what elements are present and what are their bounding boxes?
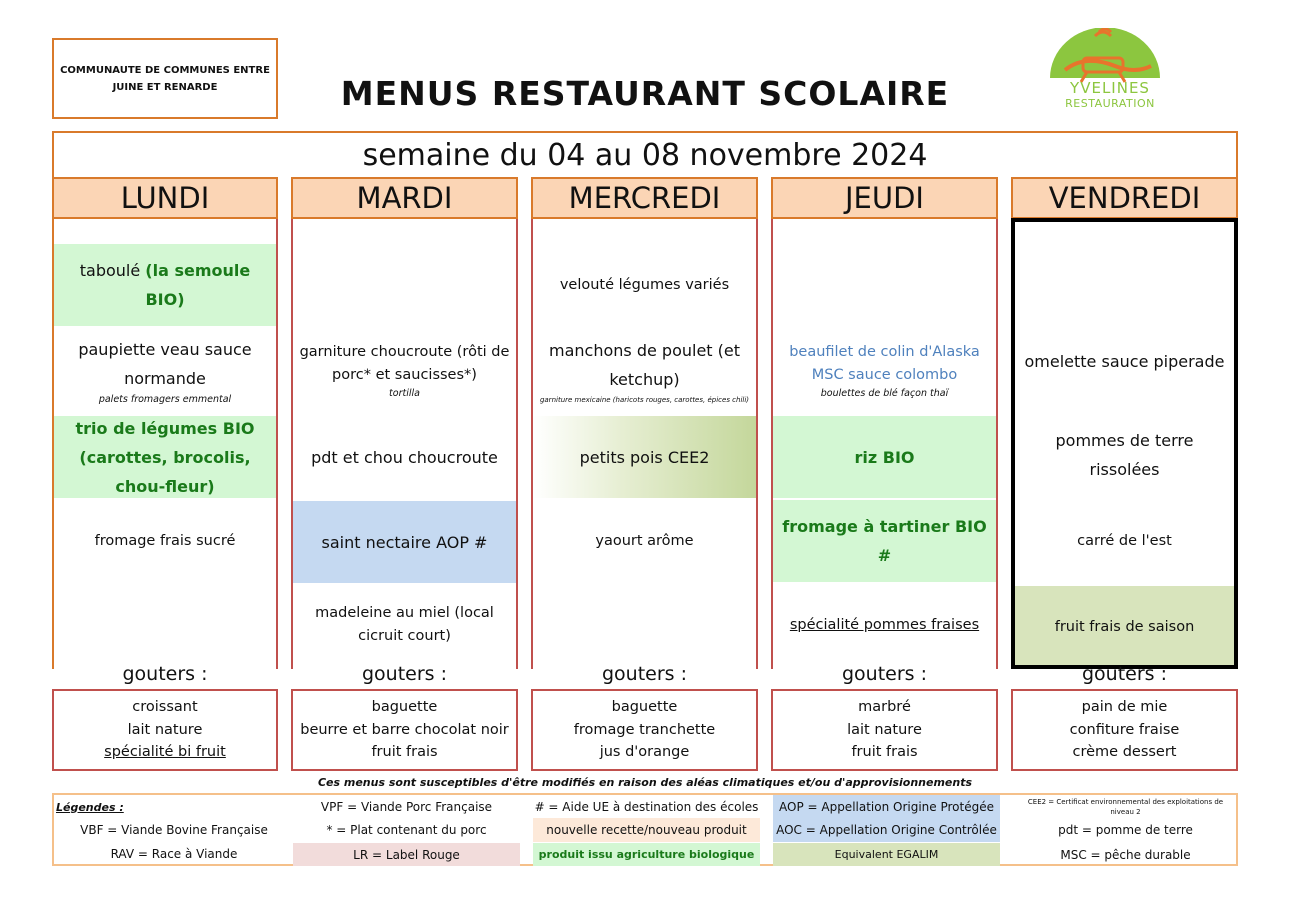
disclaimer: Ces menus sont susceptibles d'être modifiés en raison des aléas climatiques et/ou d'approvisionnements: [317, 775, 973, 789]
gouter-item: beurre et barre chocolat noir: [300, 721, 509, 738]
vendredi-main: omelette sauce piperade: [1024, 351, 1225, 371]
gouter-item: crème dessert: [1072, 744, 1177, 761]
mardi-main-dish: garniture choucroute (rôti de porc* et saucisses*): [299, 344, 510, 383]
day-header-mercredi: MERCREDI: [531, 177, 758, 219]
week-label: semaine du 04 au 08 novembre 2024: [362, 137, 928, 173]
legend-lr: LR = Label Rouge: [293, 843, 520, 866]
jeudi-main-dish: beaufilet de colin d'Alaska MSC sauce colombo: [789, 344, 980, 383]
jeudi-main: [773, 326, 996, 416]
gouter-item: jus d'orange: [599, 744, 690, 761]
week-heading: [52, 131, 1238, 177]
gouters-mardi: [291, 689, 518, 771]
day-header-vendredi: VENDREDI: [1011, 177, 1238, 219]
lundi-starter: [54, 244, 276, 326]
logo-text: [1040, 80, 1180, 114]
gouter-item: fromage tranchette: [573, 721, 716, 738]
day-column-lundi: [52, 219, 278, 669]
legend-aop: AOP = Appellation Origine Protégée: [773, 795, 1000, 818]
vendredi-dessert: fruit frais de saison: [1013, 586, 1236, 669]
gouter-item: baguette: [371, 699, 438, 716]
gouter-item: lait nature: [847, 721, 922, 738]
day-header-lundi: LUNDI: [52, 177, 278, 219]
mercredi-main-note: garniture mexicaine (haricots rouges, carottes, épices chili): [539, 396, 750, 404]
vendredi-side: pommes de terre rissolées: [1055, 431, 1194, 479]
organization-name: COMMUNAUTE DE COMMUNES ENTRE JUINE ET RENARDE: [60, 64, 270, 93]
legend-porc: * = Plat contenant du porc: [326, 823, 487, 837]
jeudi-side: riz BIO: [773, 416, 996, 498]
lundi-side: trio de légumes BIO (carottes, brocolis, chou-fleur): [54, 416, 276, 498]
gouter-item: croissant: [132, 699, 198, 716]
gouter-item: baguette: [611, 699, 678, 716]
gouters-label-mercredi: gouters :: [601, 663, 688, 685]
gouters-label-mardi: gouters :: [361, 663, 448, 685]
logo-line2: RESTAURATION: [1065, 97, 1155, 110]
gouters-mercredi: [531, 689, 758, 771]
gouter-item: marbré: [858, 699, 911, 716]
legend-bio: produit issu agriculture biologique: [533, 843, 760, 866]
mercredi-starter: velouté légumes variés: [559, 276, 730, 293]
legend-rav: RAV = Race à Viande: [110, 847, 238, 861]
mardi-main-note: tortilla: [389, 388, 420, 399]
day-header-jeudi: JEUDI: [771, 177, 998, 219]
gouter-item: fruit frais: [371, 744, 438, 761]
lundi-starter-dish: taboulé: [79, 261, 141, 280]
legend-msc: MSC = pêche durable: [1060, 847, 1191, 862]
page-title: MENUS RESTAURANT SCOLAIRE: [340, 73, 950, 113]
gouter-item: lait nature: [127, 721, 203, 738]
day-column-mardi: [291, 219, 518, 669]
lundi-dairy: fromage frais sucré: [94, 532, 236, 549]
gouter-item: fruit frais: [851, 744, 918, 761]
legend-title: Légendes :: [56, 800, 124, 814]
mercredi-side: petits pois CEE2: [533, 416, 756, 498]
lundi-main-note: palets fromagers emmental: [98, 394, 232, 405]
legend-vbf: VBF = Viande Bovine Française: [80, 823, 268, 837]
gouters-label-jeudi: gouters :: [841, 663, 928, 685]
lundi-starter-text: [60, 256, 270, 314]
mercredi-dairy: yaourt arôme: [595, 532, 694, 549]
gouters-label-vendredi: gouters :: [1081, 663, 1168, 685]
jeudi-dairy: fromage à tartiner BIO #: [773, 500, 996, 582]
gouter-item: confiture fraise: [1069, 721, 1180, 738]
logo-line1: YVELINES: [1070, 79, 1150, 97]
legend: [52, 793, 1238, 866]
jeudi-dessert: [773, 583, 996, 667]
legend-egalim: Equivalent EGALIM: [773, 843, 1000, 866]
lundi-main: [54, 326, 276, 416]
lundi-main-dish: paupiette veau sauce normande: [78, 340, 252, 388]
legend-vpf: VPF = Viande Porc Française: [320, 799, 493, 814]
legend-aide: # = Aide UE à destination des écoles: [534, 799, 759, 814]
legend-aoc: AOC = Appellation Origine Contrôlée: [773, 818, 1000, 842]
gouters-vendredi: [1011, 689, 1238, 771]
gouter-item: pain de mie: [1081, 699, 1168, 716]
lundi-starter-bio: (la semoule BIO): [145, 261, 251, 309]
mardi-main: [293, 326, 516, 416]
mardi-dairy: saint nectaire AOP #: [293, 501, 516, 583]
gouters-label-lundi: gouters :: [122, 663, 208, 685]
mercredi-main-dish: manchons de poulet (et ketchup): [549, 341, 740, 389]
mardi-side: pdt et chou choucroute: [311, 447, 498, 467]
day-column-jeudi: [771, 219, 998, 669]
mardi-dessert: madeleine au miel (local cicruit court): [315, 605, 494, 644]
jeudi-main-note: boulettes de blé façon thaï: [820, 388, 949, 399]
vendredi-dairy: carré de l'est: [1077, 532, 1172, 549]
day-column-mercredi: [531, 219, 758, 669]
mercredi-main: [533, 326, 756, 416]
organization-box: [52, 38, 278, 119]
gouters-lundi: [52, 689, 278, 771]
vendredi-highlight-frame: [1011, 218, 1238, 669]
legend-cee2: CEE2 = Certificat environnemental des exploitations de niveau 2: [1027, 797, 1224, 816]
jeudi-dessert-text: spécialité pommes fraises: [789, 616, 980, 633]
gouters-jeudi: [771, 689, 998, 771]
day-header-mardi: MARDI: [291, 177, 518, 219]
legend-nouvelle: nouvelle recette/nouveau produit: [533, 818, 760, 842]
legend-pdt: pdt = pomme de terre: [1058, 823, 1193, 837]
gouter-item: spécialité bi fruit: [104, 744, 226, 761]
